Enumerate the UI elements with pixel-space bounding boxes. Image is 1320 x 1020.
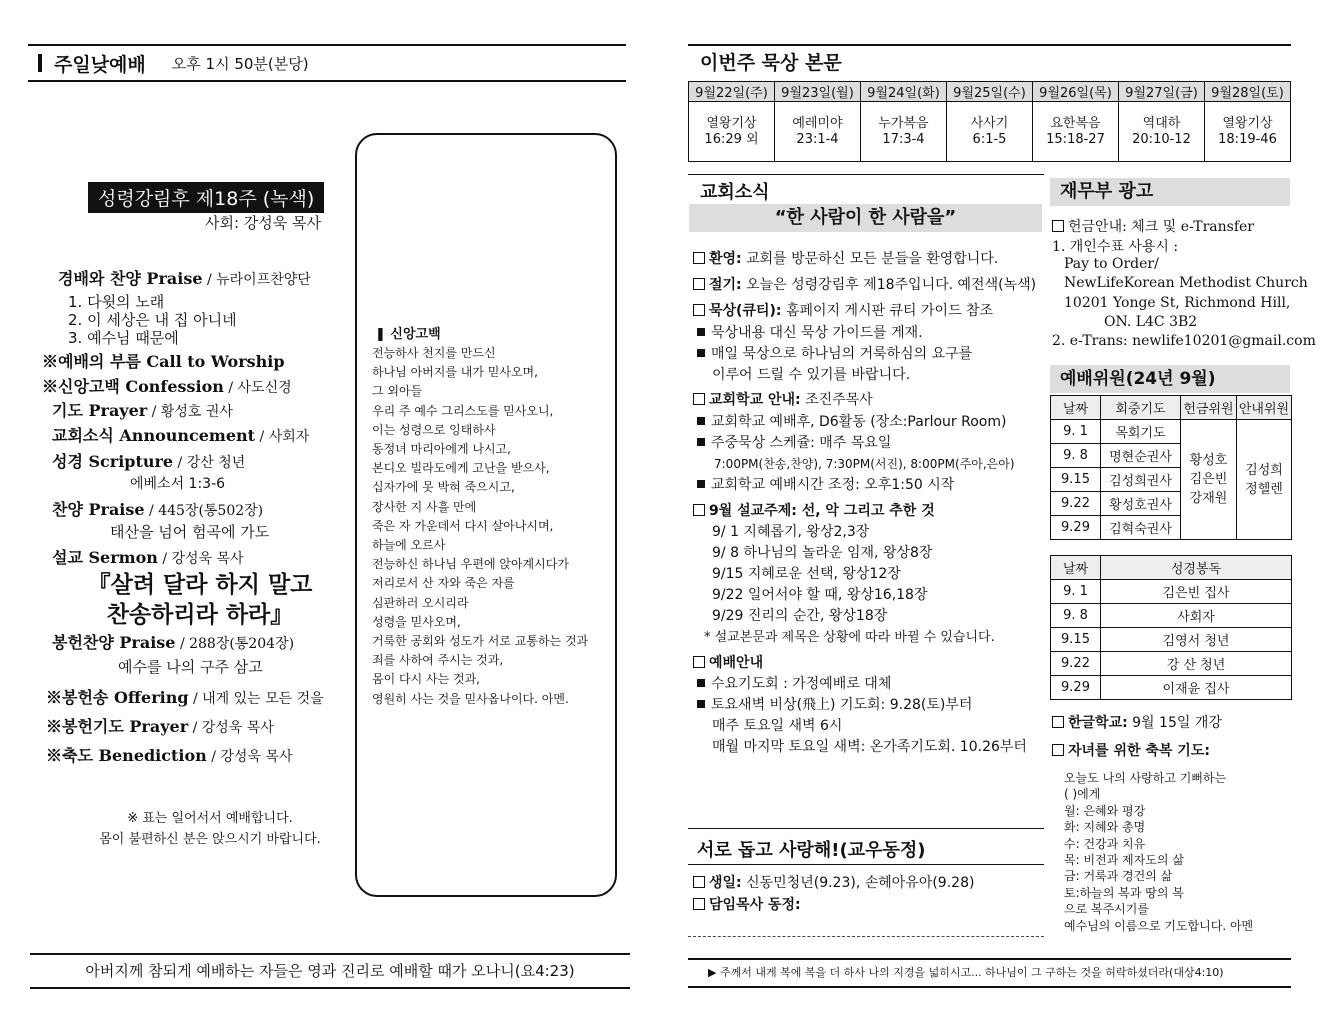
checkbox-icon	[1052, 744, 1064, 756]
season-label: 성령강림후 제18주 (녹색)	[88, 182, 324, 213]
bullet-icon	[697, 438, 705, 446]
cell-name: 김은빈 집사	[1101, 580, 1292, 604]
meditation-table	[688, 81, 1291, 162]
med-passage: 누가복음 17:3-4	[861, 102, 947, 162]
order-item: 2. 이 세상은 내 집 아니네	[68, 311, 237, 329]
worship-header	[28, 44, 626, 82]
med-date: 9월25일(수)	[947, 82, 1033, 102]
col-header: 안내위원	[1237, 396, 1292, 420]
cell-date: 9.15	[1051, 628, 1101, 652]
checkbox-icon	[693, 876, 705, 888]
creed-line: 본디오 빌라도에게 고난을 받으사,	[372, 461, 550, 476]
news-line: 주중묵상 스케쥴: 매주 목요일	[697, 432, 891, 452]
med-date: 9월24일(화)	[861, 82, 947, 102]
med-date: 9월27일(금)	[1119, 82, 1205, 102]
creed-line: 저리로서 산 자와 죽은 자를	[372, 576, 515, 591]
med-passage: 역대하 20:10-12	[1119, 102, 1205, 162]
med-passage: 예레미야 23:1-4	[775, 102, 861, 162]
news-line: 9/ 1 지혜롭기, 왕상2,3장	[712, 524, 870, 540]
divider	[688, 174, 1044, 175]
news-line: 9/29 진리의 순간, 왕상18장	[712, 608, 888, 624]
news-line: 교회학교 안내: 조진주목사	[693, 389, 873, 409]
creed-line: 거룩한 공회와 성도가 서로 교통하는 것과	[372, 634, 589, 649]
cell-name: 이재윤 집사	[1101, 676, 1292, 700]
finance-line: 2. e-Trans: newlife10201@gmail.com	[1052, 333, 1316, 349]
divider	[688, 936, 1044, 937]
bullet-icon	[697, 679, 705, 687]
left-footer-verse: 아버지께 참되게 예배하는 자들은 영과 진리로 예배할 때가 오나니(요4:23)	[30, 953, 630, 989]
creed-line: 전능하사 천지를 만드신	[372, 346, 496, 360]
order-item: ※축도 Benediction / 강성욱 목사	[46, 746, 293, 765]
cell-date: 9. 1	[1051, 420, 1101, 444]
creed-line: 동정녀 마리아에게 나시고,	[372, 442, 511, 457]
usher-team: 김성희 정헬렌	[1237, 420, 1292, 540]
finance-title: 재무부 광고	[1050, 178, 1290, 206]
med-date: 9월23일(월)	[775, 82, 861, 102]
news-line: 7:00PM(찬송,찬양), 7:30PM(서진), 8:00PM(주아,은아)	[714, 457, 1015, 471]
cell-date: 9. 1	[1051, 580, 1101, 604]
standing-note	[60, 808, 360, 850]
cell-name: 황성호권사	[1101, 492, 1181, 516]
worship-time: 오후 1시 50분(본당)	[171, 54, 309, 73]
order-item: ※신앙고백 Confession / 사도신경	[42, 377, 292, 396]
med-passage: 열왕기상 16:29 외	[689, 102, 775, 162]
divider	[688, 44, 1291, 46]
divider	[688, 864, 1044, 865]
news-line: 9월 설교주제: 선, 악 그리고 추한 것	[693, 500, 935, 520]
bullet-icon	[697, 417, 705, 425]
col-header: 날짜	[1051, 396, 1101, 420]
news-line: 절기: 오늘은 성령강림후 제18주입니다. 예전색(녹색)	[693, 274, 1036, 294]
order-item: 교회소식 Announcement / 사회자	[52, 426, 310, 445]
med-passage: 요한복음 15:18-27	[1033, 102, 1119, 162]
finance-line: NewLifeKorean Methodist Church	[1064, 275, 1308, 291]
pastor-line: 담임목사 동정:	[693, 894, 801, 914]
finance-line: 10201 Yonge St, Richmond Hill,	[1064, 295, 1291, 311]
right-footer-verse: ▶ 주께서 내게 복에 복을 더 하사 나의 지경을 넓히시고... 하나님이 그 구하는 것을 허락하셨더라(대상4:10)	[688, 958, 1291, 988]
med-date: 9월28일(토)	[1205, 82, 1291, 102]
presider: 사회: 강성욱 목사	[205, 214, 322, 232]
creed-line: 하늘에 오르사	[372, 538, 446, 553]
col-header: 성경봉독	[1101, 556, 1292, 580]
med-date: 9월26일(목)	[1033, 82, 1119, 102]
creed-line: 이는 성령으로 잉태하사	[372, 422, 496, 437]
finance-line: Pay to Order/	[1064, 256, 1159, 272]
cell-date: 9.22	[1051, 492, 1101, 516]
news-line: 교회학교 예배후, D6활동 (장소:Parlour Room)	[697, 411, 1006, 431]
cell-date: 9.22	[1051, 652, 1101, 676]
divider	[688, 828, 1044, 829]
col-header: 날짜	[1051, 556, 1101, 580]
cell-name: 강 산 청년	[1101, 652, 1292, 676]
cell-name: 명현순권사	[1101, 444, 1181, 468]
korean-school-line: 한글학교: 9월 15일 개강	[1052, 712, 1222, 732]
order-item: 예수를 나의 구주 삼고	[118, 658, 263, 676]
news-line: 예배안내	[693, 652, 763, 672]
col-header: 회중기도	[1101, 396, 1181, 420]
order-item: ※봉헌기도 Prayer / 강성욱 목사	[46, 717, 274, 736]
creed-line: 우리 주 예수 그리스도를 믿사오니,	[372, 403, 554, 418]
news-line: 수요기도회 : 가정예배로 대체	[697, 673, 891, 693]
creed-line: 몸이 다시 사는 것과,	[372, 672, 480, 687]
news-line: 환영: 교회를 방문하신 모든 분들을 환영합니다.	[693, 248, 998, 268]
med-passage: 열왕기상 18:19-46	[1205, 102, 1291, 162]
news-line: 교회학교 예배시간 조정: 오후1:50 시작	[697, 474, 954, 494]
cell-date: 9.29	[1051, 516, 1101, 540]
checkbox-icon	[693, 393, 705, 405]
order-item: 1. 다윗의 노래	[68, 293, 165, 311]
cell-date: 9. 8	[1051, 444, 1101, 468]
finance-line: ON. L4C 3B2	[1104, 314, 1198, 330]
reading-table	[1050, 555, 1292, 700]
cell-date: 9.15	[1051, 468, 1101, 492]
news-line: 매월 마지막 토요일 새벽: 온가족기도회. 10.26부터	[712, 739, 1027, 755]
news-line: 9/22 일어서야 할 때, 왕상16,18장	[712, 587, 928, 603]
sermon-title	[70, 570, 330, 630]
cell-name: 김성희권사	[1101, 468, 1181, 492]
creed-text	[372, 344, 612, 709]
worship-title: 주일낮예배	[54, 53, 146, 76]
blessing-title: 자녀를 위한 축복 기도:	[1052, 740, 1210, 760]
news-banner: “한 사람이 한 사람을”	[689, 204, 1042, 232]
checkbox-icon	[693, 278, 705, 290]
med-passage: 사사기 6:1-5	[947, 102, 1033, 162]
news-line: 9/ 8 하나님의 놀라운 임재, 왕상8장	[712, 545, 933, 561]
creed-line: 영원히 사는 것을 믿사옵나이다. 아멘.	[372, 691, 569, 706]
birthday-line: 생일: 신동민청년(9.23), 손헤아유아(9.28)	[693, 872, 974, 892]
news-line: 묵상(큐티): 홈페이지 게시판 큐티 가이드 참조	[693, 300, 993, 320]
order-item: 찬양 Praise / 445장(통502장)	[52, 500, 264, 519]
offering-team: 황성호 김은빈 강재원	[1181, 420, 1237, 540]
order-item: 성경 Scripture / 강산 청년	[52, 452, 246, 471]
order-item: 봉헌찬양 Praise / 288장(통204장)	[52, 633, 295, 652]
bullet-icon	[697, 349, 705, 357]
creed-line: 전능하신 하나님 우편에 앉아계시다가	[372, 557, 569, 572]
news-title: 교회소식	[700, 182, 770, 203]
checkbox-icon	[1052, 716, 1064, 728]
creed-line: 죽은 자 가운데서 다시 살아나시며,	[372, 518, 554, 533]
checkbox-icon	[693, 252, 705, 264]
workers-table	[1050, 395, 1292, 540]
cell-name: 사회자	[1101, 604, 1292, 628]
creed-line: 성령을 믿사오며,	[372, 614, 461, 629]
news-line: * 설교본문과 제목은 상황에 따라 바뀔 수 있습니다.	[704, 630, 995, 645]
checkbox-icon	[1052, 220, 1064, 232]
news-line: 매주 토요일 새벽 6시	[712, 718, 843, 734]
checkbox-icon	[693, 898, 705, 910]
checkbox-icon	[693, 504, 705, 516]
news-line: 묵상내용 대신 묵상 가이드를 게재.	[697, 322, 923, 342]
creed-line: 죄를 사하여 주시는 것과,	[372, 653, 504, 668]
order-item: 기도 Prayer / 황성호 권사	[52, 401, 233, 420]
order-item: 경배와 찬양 Praise / 뉴라이프찬양단	[58, 269, 311, 288]
creed-line: 그 외아들	[372, 384, 423, 399]
creed-title: ❚ 신앙고백	[375, 327, 441, 342]
checkbox-icon	[693, 656, 705, 668]
order-item: ※예배의 부름 Call to Worship	[42, 352, 285, 371]
creed-line: 심판하러 오시리라	[372, 595, 469, 610]
news-line: 9/15 지혜로운 선택, 왕상12장	[712, 566, 901, 582]
news-line: 이루어 드릴 수 있기를 바랍니다.	[712, 367, 911, 383]
order-item: 설교 Sermon / 강성욱 목사	[52, 548, 244, 567]
note-line: ※ 표는 일어서서 예배합니다.	[127, 811, 293, 826]
checkbox-icon	[693, 304, 705, 316]
bullet-icon	[697, 700, 705, 708]
blessing-text: 오늘도 나의 사랑하고 기뻐하는 ( )에게 월: 은혜와 평강 화: 지혜와 총명 수: 건강과 치유 목: 비전과 제자도의 삶 금: 거룩과 경건의 삶 토:하늘의 복과 땅의 복 으로 복주시기를 예수님의 이름으로 기도합니다. 아멘	[1064, 771, 1254, 933]
meditation-title: 이번주 묵상 본문	[700, 52, 842, 74]
sermon-title-line: 『살려 달라 하지 말고	[87, 571, 313, 598]
creed-line: 장사한 지 사흘 만에	[372, 499, 477, 514]
creed-line: 십자가에 못 박혀 죽으시고,	[372, 480, 515, 495]
med-date: 9월22일(주)	[689, 82, 775, 102]
finance-line: 1. 개인수표 사용시 :	[1052, 239, 1179, 255]
note-line: 몸이 불편하신 분은 앉으시기 바랍니다.	[99, 832, 321, 847]
cell-name: 김영서 청년	[1101, 628, 1292, 652]
cell-name: 목회기도	[1101, 420, 1181, 444]
bullet-icon	[697, 328, 705, 336]
col-header: 헌금위원	[1181, 396, 1237, 420]
creed-line: 하나님 아버지를 내가 믿사오며,	[372, 365, 538, 380]
header-bar	[38, 54, 42, 72]
cell-name: 김혁숙권사	[1101, 516, 1181, 540]
news-line: 토요새벽 비상(飛上) 기도회: 9.28(토)부터	[697, 694, 972, 714]
order-item: 에베소서 1:3-6	[130, 476, 226, 492]
finance-line: 헌금안내: 체크 및 e-Transfer	[1052, 216, 1254, 236]
cell-date: 9. 8	[1051, 604, 1101, 628]
care-title: 서로 돕고 사랑해!(교우동정)	[697, 840, 926, 861]
news-line: 매일 묵상으로 하나님의 거룩하심의 요구를	[697, 343, 972, 363]
order-item: 3. 예수님 때문에	[68, 329, 179, 347]
order-item: 태산을 넘어 험곡에 가도	[110, 523, 270, 541]
bullet-icon	[697, 480, 705, 488]
order-item: ※봉헌송 Offering / 내게 있는 모든 것을	[46, 688, 324, 707]
workers-title: 예배위원(24년 9월)	[1050, 365, 1290, 393]
cell-date: 9.29	[1051, 676, 1101, 700]
sermon-title-line: 찬송하리라 하라』	[106, 601, 294, 628]
